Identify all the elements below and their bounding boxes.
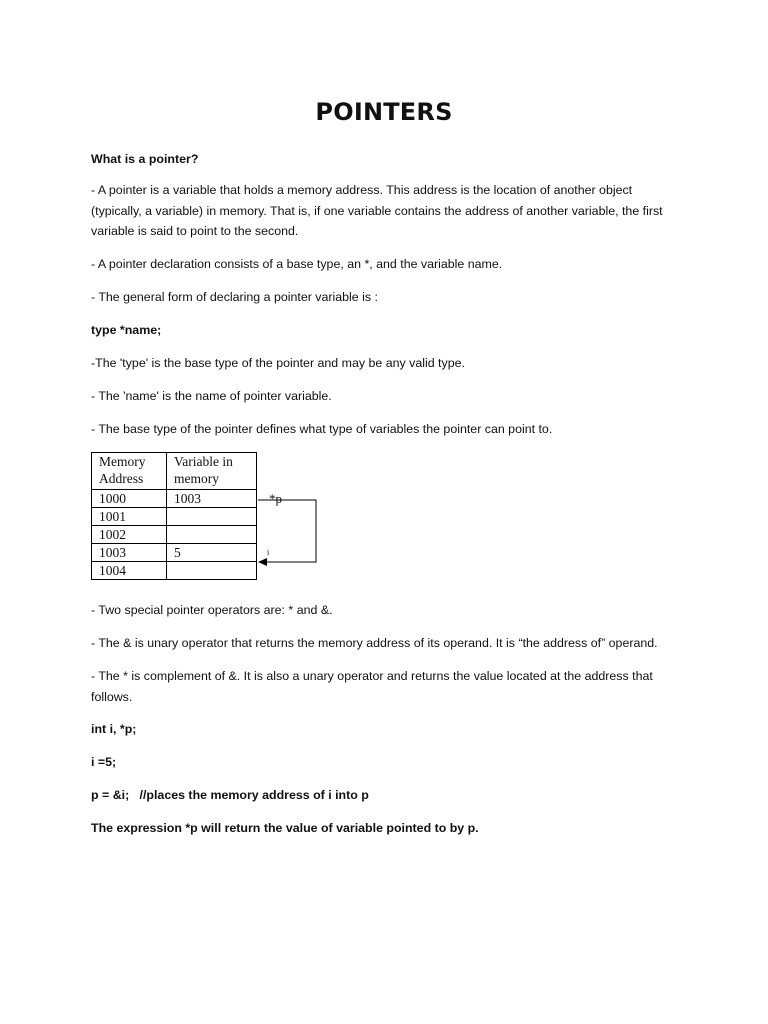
table-cell: 1004	[92, 562, 167, 580]
table-cell: 1003	[92, 544, 167, 562]
paragraph-name: - The 'name' is the name of pointer variable.	[91, 389, 332, 403]
code-assign-i: i =5;	[91, 755, 117, 769]
table-cell: 1001	[92, 508, 167, 526]
code-type-name: type *name;	[91, 323, 162, 337]
paragraph-ampersand: - The & is unary operator that returns the memory address of its operand. It is “the address of” operand.	[91, 636, 658, 650]
pointer-label: *p	[269, 491, 282, 506]
paragraph-asterisk: - The * is complement of &. It is also a unary operator and returns the value located at the address that follows.	[91, 669, 653, 704]
question-heading: What is a pointer?	[91, 152, 199, 166]
header-variable-in-memory: Variable in memory	[167, 453, 257, 490]
code-declare: int i, *p;	[91, 722, 137, 736]
paragraph-definition: - A pointer is a variable that holds a memory address. This address is the location of another object (typically, a variable) in memory. That is, if one variable contains the address of another variable, the first variable is said to point to the second.	[91, 183, 663, 238]
paragraph-operators: - Two special pointer operators are: * and &.	[91, 603, 333, 617]
paragraph-general-form: - The general form of declaring a pointer variable is :	[91, 290, 378, 304]
memory-diagram	[91, 452, 331, 586]
paragraph-declaration: - A pointer declaration consists of a base type, an *, and the variable name.	[91, 257, 503, 271]
page-title: POINTERS	[315, 98, 453, 126]
pointer-arrow	[91, 452, 331, 586]
table-cell: 1000	[92, 490, 167, 508]
code-assign-p: p = &i; //places the memory address of i into p	[91, 788, 369, 802]
table-cell: 1002	[92, 526, 167, 544]
paragraph-base-type: - The base type of the pointer defines what type of variables the pointer can point to.	[91, 422, 553, 436]
table-cell: 5	[167, 544, 257, 562]
paragraph-type: -The 'type' is the base type of the pointer and may be any valid type.	[91, 356, 465, 370]
paragraph-expression: The expression *p will return the value of variable pointed to by p.	[91, 821, 479, 835]
table-cell: 1003	[167, 490, 257, 508]
header-memory-address: Memory Address	[92, 453, 167, 490]
target-label: i	[267, 548, 270, 557]
